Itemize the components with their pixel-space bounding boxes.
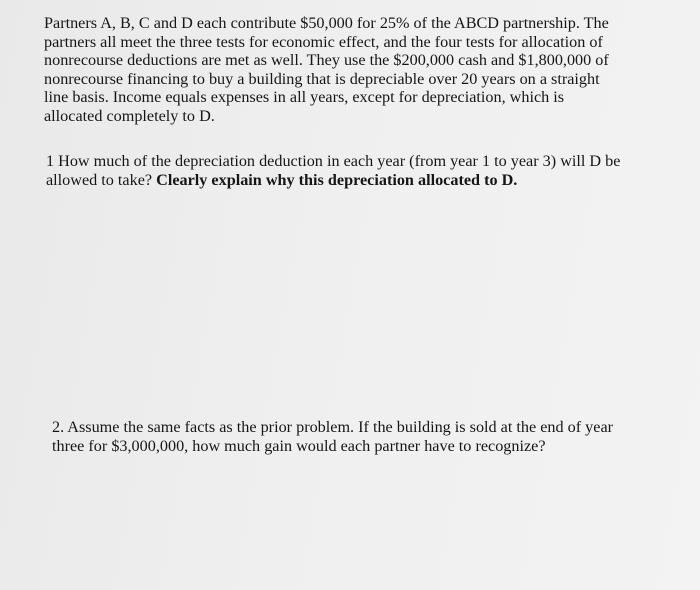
intro-line: line basis. Income equals expenses in all years, except for depreciation, which is [44,88,565,107]
intro-paragraph [44,14,609,126]
question-2 [52,418,613,455]
intro-line: nonrecourse deductions are met as well. They use the $200,000 cash and $1,800,000 of [44,51,609,70]
question-1-line: 1 How much of the depreciation deduction in each year (from year 1 to year 3) will D be [46,152,621,170]
question-1-line [46,171,620,190]
question-2-line: 2. Assume the same facts as the prior problem. If the building is sold at the end of year [52,418,614,436]
intro-line: allocated completely to D. [44,106,215,125]
intro-line: nonrecourse financing to buy a building that is depreciable over 20 years on a straight [44,69,600,88]
intro-line: Partners A, B, C and D each contribute $50,000 for 25% of the ABCD partnership. The [44,14,609,32]
question-1 [46,152,620,189]
intro-line: partners all meet the three tests for economic effect, and the four tests for allocation of [44,32,603,51]
question-1-bold-text: Clearly explain why this depreciation allocated to D. [156,170,518,189]
question-1-regular-text: allowed to take? [46,170,157,189]
question-2-line: three for $3,000,000, how much gain would each partner have to recognize? [52,436,546,455]
